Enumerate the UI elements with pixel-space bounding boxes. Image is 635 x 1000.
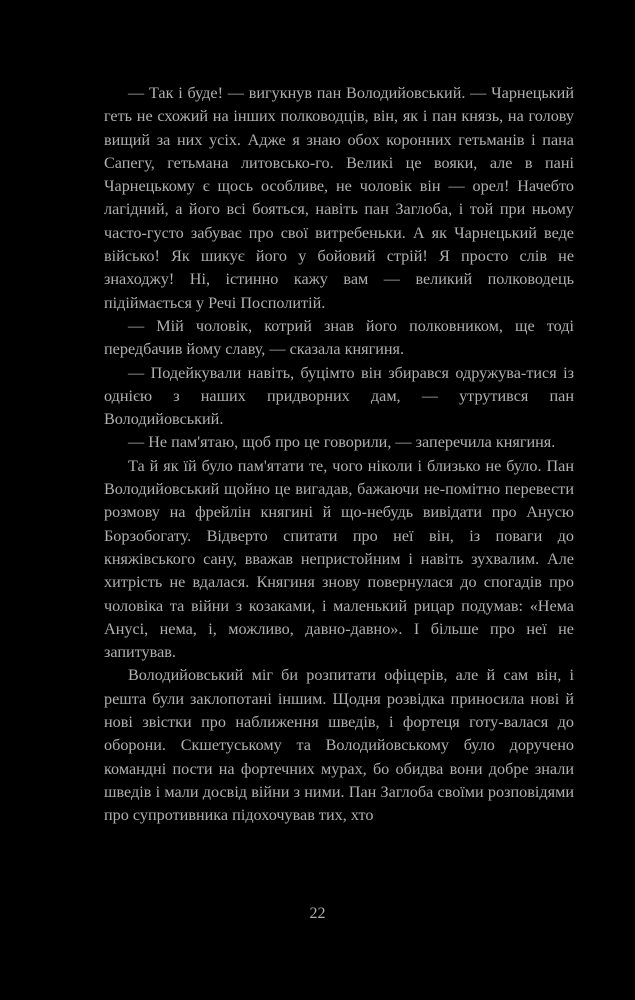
paragraph: — Не пам'ятаю, щоб про це говорили, — заперечила княгиня.	[128, 433, 556, 452]
paragraph: Та й як їй було пам'ятати те, чого ніколи і близько не було. Пан Володийовський щойно це вигадав, бажаючи не-помітно перевести розмову на фрейлін княгині й що-небудь вивідати про Анусю Борзобогату. Відверто спитати про неї він, із поваги до княжівського сану, вважав непристойним і навіть зухвалим. Але хитрість не вдалася. Княгиня знову повернулася до спогадів про чоловіка та війни з козаками, і маленький рицар подумав: «Нема Анусі, нема, і, можливо, давно-давно». І більше про неї не запитував.	[104, 456, 574, 662]
paragraph: — Так і буде! — вигукнув пан Володийовський. — Чарнецький геть не схожий на інших полководців, він, як і пан князь, на голову вищий за них усіх. Адже я знаю обох коронних гетьманів і пана Сапегу, гетьмана литовсько-го. Великі це вояки, але в пані Чарнецькому є щось особливе, не чоловік він — орел! Начебто лагідний, а його всі бояться, навіть пан Заглоба, і той при ньому часто-густо забуває про свої витребеньки. А як Чарнецький веде військо! Як шикує його у бойовий стрій! Я просто слів не знаходжу! Ні, істинно кажу вам — великий полководець підіймається у Речі Посполитій.	[104, 84, 574, 312]
paragraph: Володийовський міг би розпитати офіцерів, але й сам він, і решта були заклопотані іншим. Щодня розвідка приносила нові й нові звістки про наближення шведів, і фортеця готу-валася до оборони. Скшетуському та Володийовському було доручено командні пости на фортечних мурах, бо обидва вони добре знали шведів і мали досвід війни з ними. Пан Заглоба своїми розповідями про супротивника підохочував тих, хто	[104, 666, 574, 825]
paragraph: — Мій чоловік, котрий знав його полковником, ще тоді передбачив йому славу, — сказала княгиня.	[104, 316, 574, 359]
body-text	[104, 82, 574, 828]
paragraph: — Подейкували навіть, буцімто він збирався одружува-тися із однією з наших придворних дам, — утрутився пан Володийовський.	[104, 363, 574, 429]
page-number: 22	[309, 905, 326, 922]
